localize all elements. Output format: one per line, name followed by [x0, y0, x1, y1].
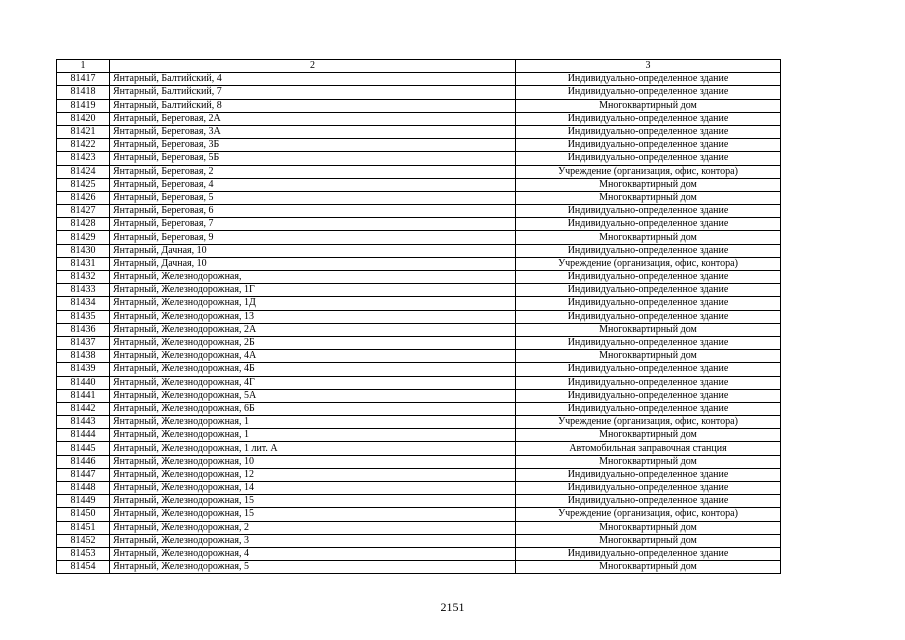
record-number-cell: 81421 [57, 125, 110, 138]
building-type-cell: Индивидуально-определенное здание [516, 297, 781, 310]
table-row [57, 191, 781, 204]
address-cell: Янтарный, Железнодорожная, [110, 271, 516, 284]
record-number-cell: 81432 [57, 271, 110, 284]
record-number-cell: 81453 [57, 547, 110, 560]
table-row [57, 231, 781, 244]
record-number-cell: 81418 [57, 86, 110, 99]
building-type-cell: Индивидуально-определенное здание [516, 152, 781, 165]
record-number-cell: 81434 [57, 297, 110, 310]
building-type-cell: Многоквартирный дом [516, 521, 781, 534]
record-number-cell: 81442 [57, 402, 110, 415]
building-type-cell: Индивидуально-определенное здание [516, 310, 781, 323]
record-number-cell: 81450 [57, 508, 110, 521]
record-number-cell: 81443 [57, 416, 110, 429]
table-row [57, 218, 781, 231]
table-row [57, 363, 781, 376]
record-number-cell: 81440 [57, 376, 110, 389]
address-cell: Янтарный, Береговая, 3А [110, 125, 516, 138]
building-type-cell: Индивидуально-определенное здание [516, 86, 781, 99]
record-number-cell: 81454 [57, 561, 110, 574]
building-type-cell: Автомобильная заправочная станция [516, 442, 781, 455]
address-cell: Янтарный, Балтийский, 8 [110, 99, 516, 112]
building-type-cell: Многоквартирный дом [516, 350, 781, 363]
building-type-cell: Многоквартирный дом [516, 178, 781, 191]
record-number-cell: 81419 [57, 99, 110, 112]
table-row [57, 336, 781, 349]
table-row [57, 178, 781, 191]
page-number: 2151 [440, 600, 465, 614]
column-header-1: 1 [57, 60, 110, 73]
building-type-cell: Индивидуально-определенное здание [516, 218, 781, 231]
building-type-cell: Индивидуально-определенное здание [516, 336, 781, 349]
building-type-cell: Индивидуально-определенное здание [516, 402, 781, 415]
building-type-cell: Многоквартирный дом [516, 191, 781, 204]
record-number-cell: 81439 [57, 363, 110, 376]
property-table [56, 59, 781, 574]
address-cell: Янтарный, Железнодорожная, 15 [110, 495, 516, 508]
address-cell: Янтарный, Балтийский, 7 [110, 86, 516, 99]
building-type-cell: Учреждение (организация, офис, контора) [516, 508, 781, 521]
address-cell: Янтарный, Береговая, 5 [110, 191, 516, 204]
address-cell: Янтарный, Железнодорожная, 1Д [110, 297, 516, 310]
record-number-cell: 81449 [57, 495, 110, 508]
address-cell: Янтарный, Железнодорожная, 2 [110, 521, 516, 534]
table-row [57, 416, 781, 429]
record-number-cell: 81444 [57, 429, 110, 442]
table-row [57, 284, 781, 297]
table-row [57, 468, 781, 481]
record-number-cell: 81422 [57, 139, 110, 152]
table-row [57, 323, 781, 336]
table-row [57, 244, 781, 257]
address-cell: Янтарный, Береговая, 2А [110, 112, 516, 125]
building-type-cell: Индивидуально-определенное здание [516, 284, 781, 297]
address-cell: Янтарный, Береговая, 4 [110, 178, 516, 191]
building-type-cell: Индивидуально-определенное здание [516, 495, 781, 508]
table-row [57, 455, 781, 468]
address-cell: Янтарный, Береговая, 7 [110, 218, 516, 231]
address-cell: Янтарный, Береговая, 9 [110, 231, 516, 244]
address-cell: Янтарный, Железнодорожная, 1 лит. А [110, 442, 516, 455]
record-number-cell: 81425 [57, 178, 110, 191]
address-cell: Янтарный, Железнодорожная, 4А [110, 350, 516, 363]
table-row [57, 297, 781, 310]
table-row [57, 139, 781, 152]
table-row [57, 389, 781, 402]
table-header-row [57, 60, 781, 73]
building-type-cell: Индивидуально-определенное здание [516, 363, 781, 376]
building-type-cell: Многоквартирный дом [516, 455, 781, 468]
record-number-cell: 81438 [57, 350, 110, 363]
record-number-cell: 81427 [57, 205, 110, 218]
building-type-cell: Учреждение (организация, офис, контора) [516, 257, 781, 270]
record-number-cell: 81445 [57, 442, 110, 455]
table-row [57, 429, 781, 442]
table-row [57, 165, 781, 178]
record-number-cell: 81430 [57, 244, 110, 257]
building-type-cell: Индивидуально-определенное здание [516, 125, 781, 138]
address-cell: Янтарный, Железнодорожная, 2А [110, 323, 516, 336]
address-cell: Янтарный, Береговая, 5Б [110, 152, 516, 165]
table-row [57, 402, 781, 415]
address-cell: Янтарный, Железнодорожная, 4 [110, 547, 516, 560]
table-row [57, 205, 781, 218]
table-row [57, 152, 781, 165]
address-cell: Янтарный, Береговая, 2 [110, 165, 516, 178]
building-type-cell: Индивидуально-определенное здание [516, 139, 781, 152]
table-row [57, 534, 781, 547]
building-type-cell: Индивидуально-определенное здание [516, 205, 781, 218]
record-number-cell: 81429 [57, 231, 110, 244]
table-row [57, 521, 781, 534]
record-number-cell: 81431 [57, 257, 110, 270]
record-number-cell: 81423 [57, 152, 110, 165]
record-number-cell: 81420 [57, 112, 110, 125]
record-number-cell: 81436 [57, 323, 110, 336]
address-cell: Янтарный, Железнодорожная, 13 [110, 310, 516, 323]
address-cell: Янтарный, Балтийский, 4 [110, 73, 516, 86]
building-type-cell: Учреждение (организация, офис, контора) [516, 165, 781, 178]
address-cell: Янтарный, Береговая, 3Б [110, 139, 516, 152]
building-type-cell: Индивидуально-определенное здание [516, 547, 781, 560]
table-row [57, 442, 781, 455]
building-type-cell: Индивидуально-определенное здание [516, 389, 781, 402]
table-row [57, 310, 781, 323]
record-number-cell: 81446 [57, 455, 110, 468]
record-number-cell: 81452 [57, 534, 110, 547]
table-row [57, 561, 781, 574]
table-row [57, 125, 781, 138]
building-type-cell: Учреждение (организация, офис, контора) [516, 416, 781, 429]
address-cell: Янтарный, Железнодорожная, 3 [110, 534, 516, 547]
table-row [57, 257, 781, 270]
building-type-cell: Индивидуально-определенное здание [516, 271, 781, 284]
table-row [57, 495, 781, 508]
address-cell: Янтарный, Железнодорожная, 1 [110, 429, 516, 442]
address-cell: Янтарный, Железнодорожная, 5 [110, 561, 516, 574]
building-type-cell: Индивидуально-определенное здание [516, 244, 781, 257]
address-cell: Янтарный, Железнодорожная, 6Б [110, 402, 516, 415]
building-type-cell: Многоквартирный дом [516, 429, 781, 442]
column-header-2: 2 [110, 60, 516, 73]
record-number-cell: 81433 [57, 284, 110, 297]
building-type-cell: Многоквартирный дом [516, 534, 781, 547]
address-cell: Янтарный, Железнодорожная, 1 [110, 416, 516, 429]
building-type-cell: Индивидуально-определенное здание [516, 482, 781, 495]
address-cell: Янтарный, Железнодорожная, 14 [110, 482, 516, 495]
table-row [57, 73, 781, 86]
column-header-3: 3 [516, 60, 781, 73]
building-type-cell: Многоквартирный дом [516, 99, 781, 112]
address-cell: Янтарный, Железнодорожная, 12 [110, 468, 516, 481]
record-number-cell: 81447 [57, 468, 110, 481]
table-row [57, 112, 781, 125]
building-type-cell: Индивидуально-определенное здание [516, 376, 781, 389]
address-cell: Янтарный, Железнодорожная, 1Г [110, 284, 516, 297]
record-number-cell: 81424 [57, 165, 110, 178]
address-cell: Янтарный, Железнодорожная, 4Г [110, 376, 516, 389]
table-row [57, 508, 781, 521]
building-type-cell: Индивидуально-определенное здание [516, 468, 781, 481]
table-row [57, 86, 781, 99]
table-row [57, 547, 781, 560]
address-cell: Янтарный, Береговая, 6 [110, 205, 516, 218]
building-type-cell: Многоквартирный дом [516, 561, 781, 574]
record-number-cell: 81417 [57, 73, 110, 86]
record-number-cell: 81435 [57, 310, 110, 323]
table-row [57, 482, 781, 495]
table-row [57, 376, 781, 389]
address-cell: Янтарный, Дачная, 10 [110, 257, 516, 270]
address-cell: Янтарный, Железнодорожная, 15 [110, 508, 516, 521]
address-cell: Янтарный, Железнодорожная, 2Б [110, 336, 516, 349]
table-row [57, 99, 781, 112]
address-cell: Янтарный, Железнодорожная, 5А [110, 389, 516, 402]
address-cell: Янтарный, Дачная, 10 [110, 244, 516, 257]
building-type-cell: Многоквартирный дом [516, 323, 781, 336]
address-cell: Янтарный, Железнодорожная, 4Б [110, 363, 516, 376]
building-type-cell: Многоквартирный дом [516, 231, 781, 244]
record-number-cell: 81426 [57, 191, 110, 204]
table-row [57, 271, 781, 284]
record-number-cell: 81451 [57, 521, 110, 534]
address-cell: Янтарный, Железнодорожная, 10 [110, 455, 516, 468]
record-number-cell: 81441 [57, 389, 110, 402]
record-number-cell: 81428 [57, 218, 110, 231]
building-type-cell: Индивидуально-определенное здание [516, 73, 781, 86]
table-row [57, 350, 781, 363]
building-type-cell: Индивидуально-определенное здание [516, 112, 781, 125]
record-number-cell: 81437 [57, 336, 110, 349]
record-number-cell: 81448 [57, 482, 110, 495]
